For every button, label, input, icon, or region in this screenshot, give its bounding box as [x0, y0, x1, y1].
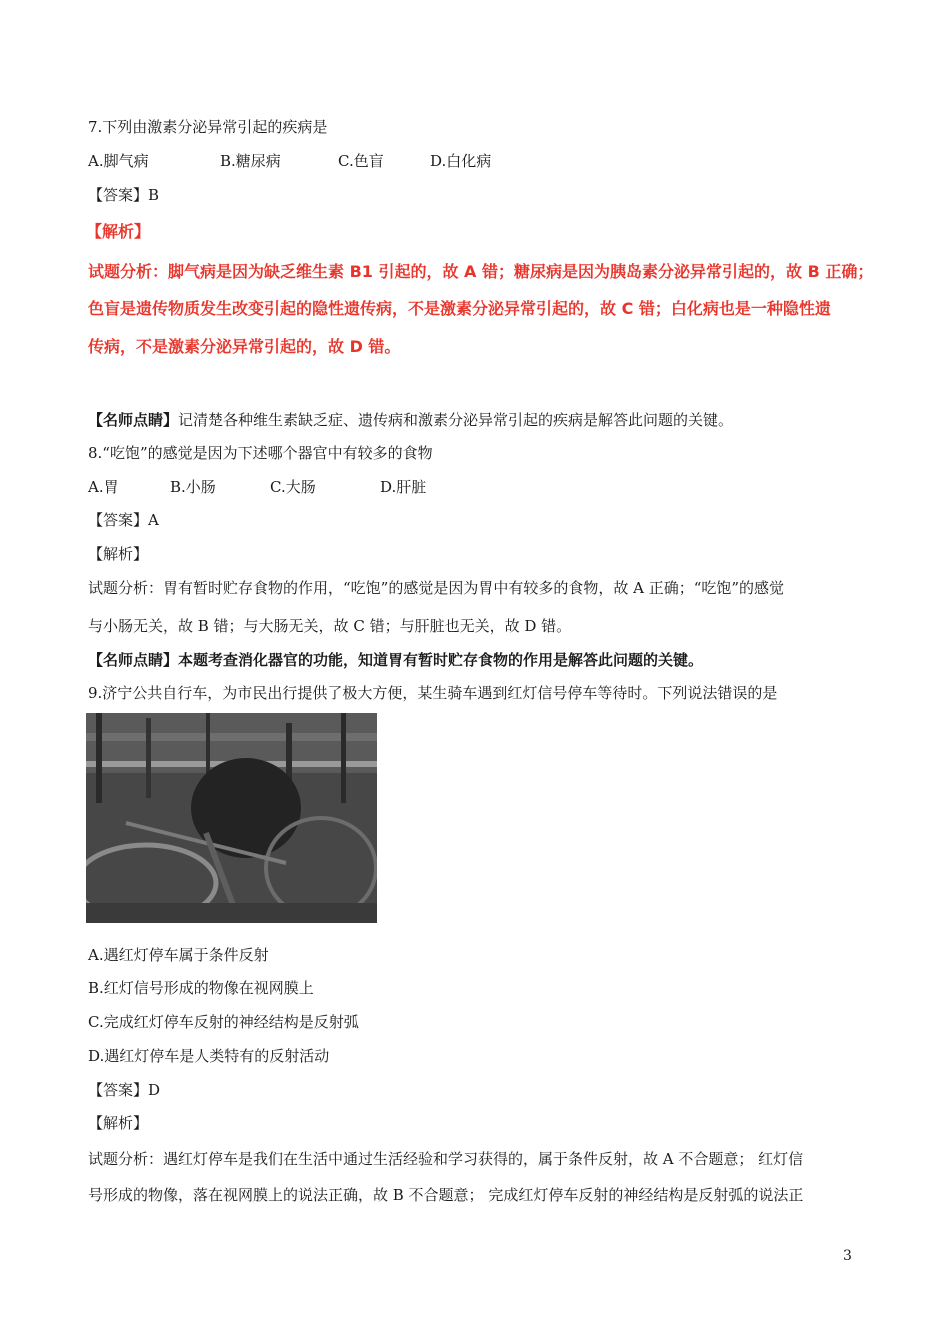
- q8-tip-text: 本题考查消化器官的功能，知道胃有暂时贮存食物的作用是解答此问题的关键。: [178, 651, 704, 669]
- q9-option-d: D.遇红灯停车是人类特有的反射活动: [88, 1047, 330, 1065]
- q7-tip-text: 记清楚各种维生素缺乏症、遗传病和激素分泌异常引起的疾病是解答此问题的关键。: [178, 411, 734, 429]
- page-number: 3: [843, 1248, 852, 1264]
- q8-stem: 8.“吃饱”的感觉是因为下述哪个器官中有较多的食物: [88, 444, 433, 462]
- q7-analysis-line-3: 传病，不是激素分泌异常引起的，故 D 错。: [88, 337, 401, 356]
- bicycle-photo: [86, 713, 377, 923]
- q8-analysis-line-1: 试题分析：胃有暂时贮存食物的作用，“吃饱”的感觉是因为胃中有较多的食物，故 A 正确；“吃饱”的感觉: [88, 579, 785, 597]
- q7-options: [88, 151, 491, 171]
- q8-tip: [88, 650, 703, 670]
- q7-tip-label: 【名师点睛】: [88, 411, 179, 429]
- q7-answer: 【答案】B: [88, 186, 160, 204]
- q8-analysis-heading: 【解析】: [88, 545, 149, 563]
- q8-answer: 【答案】A: [88, 511, 159, 529]
- q9-answer: 【答案】D: [88, 1081, 161, 1099]
- q9-analysis-heading: 【解析】: [88, 1114, 149, 1132]
- q7-option-c: C.色盲: [338, 152, 384, 170]
- q9-analysis-line-1: 试题分析：遇红灯停车是我们在生活中通过生活经验和学习获得的，属于条件反射，故 A 不合题意； 红灯信: [88, 1150, 804, 1168]
- q9-stem: 9.济宁公共自行车，为市民出行提供了极大方便，某生骑车遇到红灯信号停车等待时。下列说法错误的是: [88, 684, 778, 702]
- q7-option-a: A.脚气病: [88, 152, 149, 170]
- q7-option-b: B.糖尿病: [220, 152, 281, 170]
- q8-option-d: D.肝脏: [380, 478, 427, 496]
- q9-option-b: B.红灯信号形成的物像在视网膜上: [88, 979, 314, 997]
- q8-option-c: C.大肠: [270, 478, 316, 496]
- q9-analysis-line-2: 号形成的物像，落在视网膜上的说法正确，故 B 不合题意； 完成红灯停车反射的神经结构是反射弧的说法正: [88, 1186, 804, 1204]
- q7-option-d: D.白化病: [430, 152, 492, 170]
- q8-option-b: B.小肠: [170, 478, 216, 496]
- q7-analysis-line-1: 试题分析：脚气病是因为缺乏维生素 B1 引起的，故 A 错；糖尿病是因为胰岛素分泌异常引起的，故 B 正确；: [88, 262, 874, 281]
- q8-options: [88, 477, 426, 497]
- q8-tip-label: 【名师点睛】: [88, 651, 179, 669]
- q7-stem: 7.下列由激素分泌异常引起的疾病是: [88, 118, 328, 136]
- q8-analysis-line-2: 与小肠无关，故 B 错；与大肠无关，故 C 错；与肝脏也无关，故 D 错。: [88, 617, 572, 635]
- q9-option-c: C.完成红灯停车反射的神经结构是反射弧: [88, 1013, 359, 1031]
- q8-option-a: A.胃: [88, 478, 119, 496]
- q7-tip: [88, 410, 733, 430]
- q7-analysis-line-2: 色盲是遗传物质发生改变引起的隐性遗传病，不是激素分泌异常引起的，故 C 错；白化病也是一种隐性遗: [88, 299, 831, 318]
- q7-analysis-heading: 【解析】: [86, 222, 151, 241]
- q9-option-a: A.遇红灯停车属于条件反射: [88, 946, 269, 964]
